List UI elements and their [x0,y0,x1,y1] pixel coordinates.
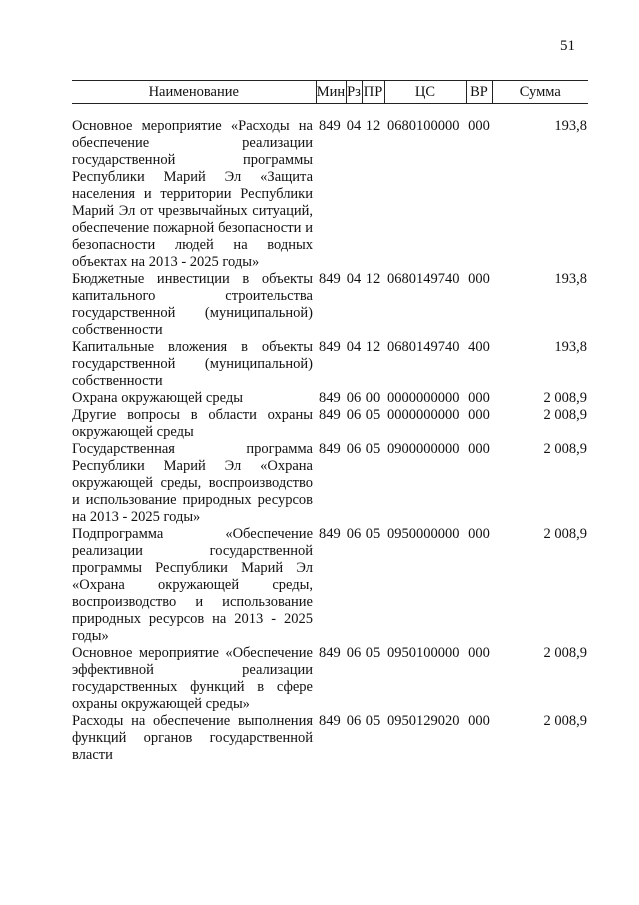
row-min: 849 [319,339,341,355]
header-rz: Рз [346,81,362,104]
table-row [72,713,588,764]
row-name: Охрана окружающей среды [72,390,243,406]
budget-table [72,80,588,764]
row-name: Бюджетные инвестиции в объекты капитального строительства государственной (муниципальной) собственности [72,271,313,338]
row-min: 849 [319,118,341,134]
row-cs: 0900000000 [387,441,460,457]
row-cs: 0950100000 [387,645,460,661]
header-cs: ЦС [384,81,466,104]
row-vr: 000 [468,271,490,287]
page-number: 51 [560,38,575,54]
row-sum: 2 008,9 [543,407,587,423]
row-rz: 06 [346,390,362,406]
row-sum: 2 008,9 [543,441,587,457]
row-cs: 0000000000 [387,407,460,423]
row-cs: 0680100000 [387,118,460,134]
row-cs: 0950129020 [387,713,460,729]
row-cs: 0950000000 [387,526,460,542]
row-rz: 06 [346,645,362,661]
header-sum: Сумма [492,81,588,104]
row-vr: 000 [468,645,490,661]
table-row [72,526,588,645]
table-row [72,390,588,407]
row-pr: 00 [365,390,381,406]
row-vr: 000 [468,407,490,423]
row-name: Расходы на обеспечение выполнения функций органов государственной власти [72,713,313,763]
row-name: Другие вопросы в области охраны окружающей среды [72,407,313,440]
row-name: Основное мероприятие «Расходы на обеспечение реализации государственной программы Республики Марий Эл «Защита населения и территории Республики Марий Эл от чрезвычайных ситуаций, обеспечение пожарной безопасности и безопасности людей на водных объектах на 2013 - 2025 годы» [72,118,313,270]
row-min: 849 [319,441,341,457]
row-rz: 06 [346,441,362,457]
row-min: 849 [319,645,341,661]
row-pr: 05 [365,526,381,542]
row-min: 849 [319,713,341,729]
row-pr: 05 [365,713,381,729]
row-name: Основное мероприятие «Обеспечение эффективной реализации государственных функций в сфере охраны окружающей среды» [72,645,313,712]
table-row [72,441,588,526]
row-sum: 2 008,9 [543,526,587,542]
row-rz: 06 [346,526,362,542]
row-min: 849 [319,271,341,287]
header-name: Наименование [72,81,316,104]
header-vr: ВР [466,81,492,104]
row-pr: 12 [365,271,381,287]
row-min: 849 [319,390,341,406]
row-name: Капитальные вложения в объекты государственной (муниципальной) собственности [72,339,313,389]
row-cs: 0680149740 [387,271,460,287]
row-name: Подпрограмма «Обеспечение реализации государственной программы Республики Марий Эл «Охрана окружающей среды, воспроизводство и использование природных ресурсов на 2013 - 2025 годы» [72,526,313,644]
row-sum: 2 008,9 [543,645,587,661]
table-row [72,271,588,339]
row-vr: 000 [468,390,490,406]
table-header-row [72,81,588,104]
row-rz: 04 [346,118,362,134]
row-pr: 05 [365,645,381,661]
row-rz: 04 [346,339,362,355]
row-rz: 06 [346,713,362,729]
row-min: 849 [319,407,341,423]
row-sum: 2 008,9 [543,713,587,729]
table-row [72,118,588,271]
row-cs: 0000000000 [387,390,460,406]
row-rz: 04 [346,271,362,287]
row-pr: 05 [365,441,381,457]
row-vr: 000 [468,526,490,542]
row-sum: 193,8 [554,339,587,355]
row-pr: 12 [365,118,381,134]
row-vr: 400 [468,339,490,355]
header-min: Мин [316,81,346,104]
header-pr: ПР [362,81,384,104]
row-pr: 12 [365,339,381,355]
row-vr: 000 [468,118,490,134]
row-sum: 193,8 [554,118,587,134]
table-row [72,645,588,713]
row-sum: 193,8 [554,271,587,287]
row-name: Государственная программа Республики Марий Эл «Охрана окружающей среды, воспроизводство и использование природных ресурсов на 2013 - 2025 годы» [72,441,313,525]
row-vr: 000 [468,441,490,457]
table-row [72,407,588,441]
table-row [72,339,588,390]
row-sum: 2 008,9 [543,390,587,406]
row-cs: 0680149740 [387,339,460,355]
row-pr: 05 [365,407,381,423]
row-min: 849 [319,526,341,542]
header-spacer [72,104,588,119]
row-rz: 06 [346,407,362,423]
row-vr: 000 [468,713,490,729]
